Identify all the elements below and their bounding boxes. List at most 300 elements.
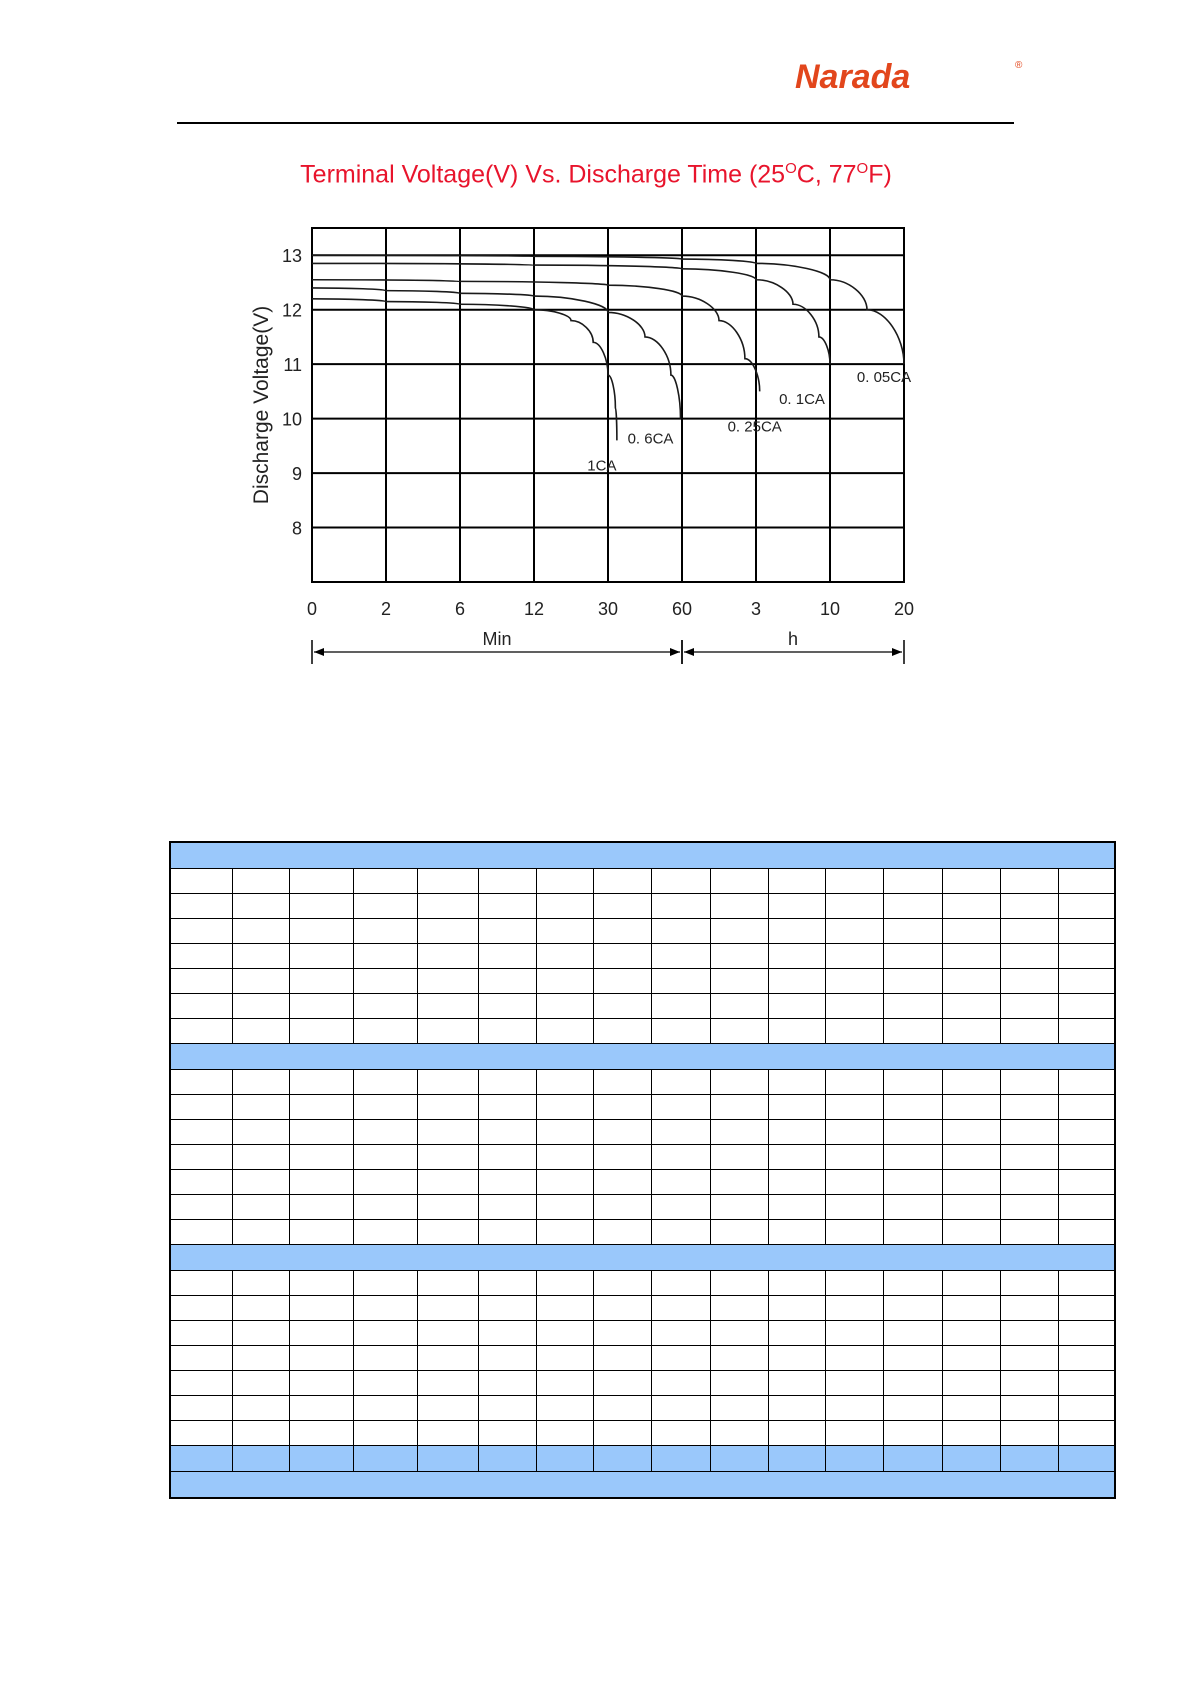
table-cell [1059,1421,1115,1446]
table-cell [710,1019,768,1044]
table-cell [537,1346,594,1371]
table-cell [942,1070,1000,1095]
table-cell [354,1446,417,1472]
table-cell [710,894,768,919]
table-cell [1000,1321,1058,1346]
table-cell [1059,1019,1115,1044]
series-line [312,263,830,364]
table-cell [884,1120,942,1145]
table-cell [354,1145,417,1170]
table-row [170,969,1115,994]
table-cell [594,1145,652,1170]
table-cell [1000,944,1058,969]
table-cell [289,1296,353,1321]
table-cell [354,1120,417,1145]
table-cell [884,1195,942,1220]
y-tick-label: 13 [281,246,302,267]
table-cell [232,1346,289,1371]
table-cell [170,944,232,969]
table-cell [710,869,768,894]
table-cell [1000,1095,1058,1120]
table-cell [1000,894,1058,919]
table-cell [1000,919,1058,944]
table-cell [1000,1396,1058,1421]
table-cell [232,1170,289,1195]
table-cell [417,894,478,919]
table-cell [884,1346,942,1371]
table-cell [768,919,825,944]
table-cell [1000,1195,1058,1220]
table-cell [537,894,594,919]
table-cell [478,1421,536,1446]
table-row [170,1321,1115,1346]
table-cell [417,969,478,994]
table-cell [232,919,289,944]
table-row [170,1195,1115,1220]
y-tick-label: 11 [283,355,302,376]
table-cell [478,869,536,894]
table-cell [417,1371,478,1396]
table-cell [594,1095,652,1120]
table-cell [537,1371,594,1396]
table-cell [354,894,417,919]
table-cell [826,1296,884,1321]
table-cell [478,894,536,919]
table-cell [170,1271,232,1296]
series-line [312,288,681,419]
registered-mark: ® [1015,60,1023,71]
table-cell [289,869,353,894]
table-cell [710,1120,768,1145]
chart-title-superscript: O [856,160,869,177]
table-cell [354,1070,417,1095]
table-cell [537,944,594,969]
table-cell [537,1421,594,1446]
table-cell [942,1019,1000,1044]
table-cell [652,1371,710,1396]
table-cell [417,1321,478,1346]
table-cell [170,994,232,1019]
table-cell [354,1271,417,1296]
table-band-cell [170,1245,1115,1271]
table-band-cell [170,1044,1115,1070]
table-cell [942,1346,1000,1371]
series-label: 0. 6CA [627,430,674,448]
table-cell [537,1446,594,1472]
table-row [170,1019,1115,1044]
table-cell [232,1271,289,1296]
table-cell [594,919,652,944]
table-cell [1059,1446,1115,1472]
x-tick-label: 12 [523,599,545,619]
table-cell [652,1170,710,1195]
table-cell [1000,1145,1058,1170]
table-cell [478,1446,536,1472]
table-cell [1000,1371,1058,1396]
table-cell [1059,944,1115,969]
table-cell [884,1170,942,1195]
table-cell [417,1170,478,1195]
table-cell [170,1145,232,1170]
table-cell [1059,1346,1115,1371]
table-cell [884,1396,942,1421]
table-cell [884,1421,942,1446]
table-cell [594,1446,652,1472]
y-tick-label: 8 [291,518,302,539]
table-cell [289,1170,353,1195]
table-cell [768,1070,825,1095]
table-cell [942,894,1000,919]
table-cell [710,1346,768,1371]
table-cell [594,1070,652,1095]
table-cell [478,919,536,944]
table-row [170,1296,1115,1321]
table-cell [170,1120,232,1145]
table-cell [1059,994,1115,1019]
table-cell [768,1019,825,1044]
table-cell [710,1170,768,1195]
table-cell [170,1220,232,1245]
table-cell [942,1120,1000,1145]
table-cell [232,1296,289,1321]
table-cell [768,1396,825,1421]
chart-title-part: F) [868,160,892,189]
table-cell [1059,919,1115,944]
table-cell [826,919,884,944]
table-cell [652,969,710,994]
table-cell [826,1446,884,1472]
table-cell [289,994,353,1019]
table-cell [354,1195,417,1220]
table-cell [768,1271,825,1296]
table-cell [1000,869,1058,894]
table-cell [652,994,710,1019]
table-cell [884,944,942,969]
table-cell [537,1321,594,1346]
table-cell [768,1120,825,1145]
table-header-row [170,1446,1115,1472]
table-cell [942,969,1000,994]
table-cell [884,969,942,994]
table-cell [354,944,417,969]
table-cell [232,1446,289,1472]
table-cell [594,944,652,969]
table-cell [478,1195,536,1220]
table-row [170,1120,1115,1145]
table-band-cell [170,1472,1115,1499]
table-cell [170,1446,232,1472]
table-cell [942,1321,1000,1346]
y-tick-label: 9 [291,464,302,485]
x-tick-label: 20 [893,599,915,619]
table-cell [1059,1220,1115,1245]
table-cell [354,1371,417,1396]
table-cell [710,1145,768,1170]
table-cell [710,1396,768,1421]
table-cell [884,1371,942,1396]
table-cell [417,1271,478,1296]
table-cell [942,1421,1000,1446]
table-cell [768,1170,825,1195]
table-cell [417,1145,478,1170]
table-cell [537,1019,594,1044]
table-cell [884,1321,942,1346]
table-cell [826,1070,884,1095]
table-cell [478,1095,536,1120]
table-cell [289,1120,353,1145]
table-cell [354,1321,417,1346]
range-label: Min [482,629,512,649]
table-cell [478,1346,536,1371]
table-cell [537,1271,594,1296]
table-cell [170,1095,232,1120]
table-row [170,869,1115,894]
table-band-row [170,842,1115,869]
table-cell [594,969,652,994]
table-cell [652,1321,710,1346]
table-cell [354,1296,417,1321]
table-cell [1059,1296,1115,1321]
table-cell [289,944,353,969]
table-cell [768,1446,825,1472]
table-cell [826,994,884,1019]
table-cell [826,1396,884,1421]
table-cell [478,944,536,969]
table-cell [826,1371,884,1396]
table-cell [232,994,289,1019]
table-cell [478,1070,536,1095]
table-cell [768,994,825,1019]
table-cell [942,1371,1000,1396]
table-cell [768,1145,825,1170]
table-cell [170,869,232,894]
table-cell [594,1321,652,1346]
table-cell [289,1145,353,1170]
table-cell [826,1145,884,1170]
table-cell [710,1321,768,1346]
table-cell [884,1271,942,1296]
table-cell [170,1346,232,1371]
table-cell [537,1170,594,1195]
x-tick-label: 10 [819,599,841,619]
table-cell [710,994,768,1019]
table-cell [232,1220,289,1245]
table-cell [594,994,652,1019]
table-cell [537,1220,594,1245]
table-cell [826,1346,884,1371]
series-label: 0. 1CA [779,391,825,409]
table-cell [417,1120,478,1145]
table-cell [768,944,825,969]
table-cell [537,1195,594,1220]
table-row [170,1070,1115,1095]
table-cell [594,1396,652,1421]
table-row [170,1396,1115,1421]
table-cell [354,1346,417,1371]
table-cell [768,1296,825,1321]
table-row [170,1421,1115,1446]
table-cell [826,1195,884,1220]
table-cell [710,1371,768,1396]
table-cell [652,1296,710,1321]
table-cell [478,1019,536,1044]
table-cell [652,1070,710,1095]
table-band-row [170,1472,1115,1499]
table-cell [884,1019,942,1044]
table-cell [768,1346,825,1371]
table-cell [170,969,232,994]
table-cell [942,1095,1000,1120]
table-cell [537,1120,594,1145]
table-cell [826,1321,884,1346]
table-cell [594,1296,652,1321]
table-cell [232,969,289,994]
table-cell [710,1195,768,1220]
table-cell [478,1145,536,1170]
table-band-cell [170,842,1115,869]
table-cell [1000,1070,1058,1095]
table-cell [1000,1346,1058,1371]
table-cell [232,1095,289,1120]
table-cell [354,1019,417,1044]
x-tick-label: 0 [306,599,318,619]
table-cell [710,1446,768,1472]
table-cell [537,1296,594,1321]
table-cell [1059,1321,1115,1346]
table-cell [942,1446,1000,1472]
table-row [170,1271,1115,1296]
table-cell [826,1120,884,1145]
table-cell [652,1145,710,1170]
table-cell [884,1220,942,1245]
table-row [170,919,1115,944]
table-cell [417,919,478,944]
table-cell [417,1346,478,1371]
table-cell [884,1296,942,1321]
table-cell [170,919,232,944]
table-cell [1000,1271,1058,1296]
table-cell [1000,1170,1058,1195]
table-cell [942,1145,1000,1170]
table-cell [170,1421,232,1446]
table-cell [170,1170,232,1195]
table-cell [826,1271,884,1296]
table-cell [710,1095,768,1120]
arrowhead [684,648,694,656]
table-cell [826,1019,884,1044]
table-cell [1000,1446,1058,1472]
table-cell [478,1371,536,1396]
table-cell [768,1095,825,1120]
table-cell [710,919,768,944]
table-cell [417,1296,478,1321]
table-cell [942,919,1000,944]
table-cell [232,944,289,969]
table-cell [652,1220,710,1245]
table-cell [594,1195,652,1220]
table-cell [478,1170,536,1195]
table-cell [594,1346,652,1371]
table-cell [417,944,478,969]
y-axis-label: Discharge Voltage(V) [250,305,273,505]
table-cell [289,1019,353,1044]
table-cell [1059,1371,1115,1396]
table-cell [232,1019,289,1044]
table-cell [768,1220,825,1245]
table-cell [942,944,1000,969]
table-cell [537,869,594,894]
series-label: 1CA [587,457,617,475]
x-tick-label: 2 [380,599,392,619]
table-cell [289,1371,353,1396]
table-cell [289,1271,353,1296]
arrowhead [892,648,902,656]
table-cell [1059,1070,1115,1095]
table-cell [232,869,289,894]
table-cell [170,1019,232,1044]
table-cell [710,1220,768,1245]
table-cell [354,869,417,894]
arrowhead [670,648,680,656]
table-cell [417,1446,478,1472]
logo-wordmark: Narada [795,58,911,96]
table-cell [417,994,478,1019]
table-cell [1000,1421,1058,1446]
table-cell [1000,994,1058,1019]
table-cell [652,944,710,969]
table-cell [289,919,353,944]
table-cell [652,1195,710,1220]
table-cell [289,1095,353,1120]
table-cell [289,894,353,919]
table-cell [884,1446,942,1472]
series-label: 0. 05CA [856,369,912,387]
table-cell [289,1346,353,1371]
table-cell [942,1271,1000,1296]
table-cell [170,1321,232,1346]
table-cell [354,1170,417,1195]
table-cell [170,1396,232,1421]
table-cell [826,869,884,894]
table-cell [354,1421,417,1446]
table-cell [942,869,1000,894]
table-cell [354,1396,417,1421]
table-cell [942,1170,1000,1195]
table-cell [478,1321,536,1346]
table-row [170,894,1115,919]
table-cell [1059,969,1115,994]
table-cell [768,1371,825,1396]
table-cell [354,1095,417,1120]
table-cell [594,1271,652,1296]
table-cell [652,1120,710,1145]
table-cell [652,1271,710,1296]
table-cell [417,1220,478,1245]
table-cell [354,919,417,944]
table-cell [594,1170,652,1195]
range-label: h [787,629,799,649]
table-row [170,944,1115,969]
table-cell [826,944,884,969]
table-cell [826,1220,884,1245]
table-cell [826,1095,884,1120]
table-band-row [170,1245,1115,1271]
table-cell [232,1421,289,1446]
table-cell [417,1095,478,1120]
table-cell [594,1019,652,1044]
table-row [170,1170,1115,1195]
table-cell [710,1421,768,1446]
